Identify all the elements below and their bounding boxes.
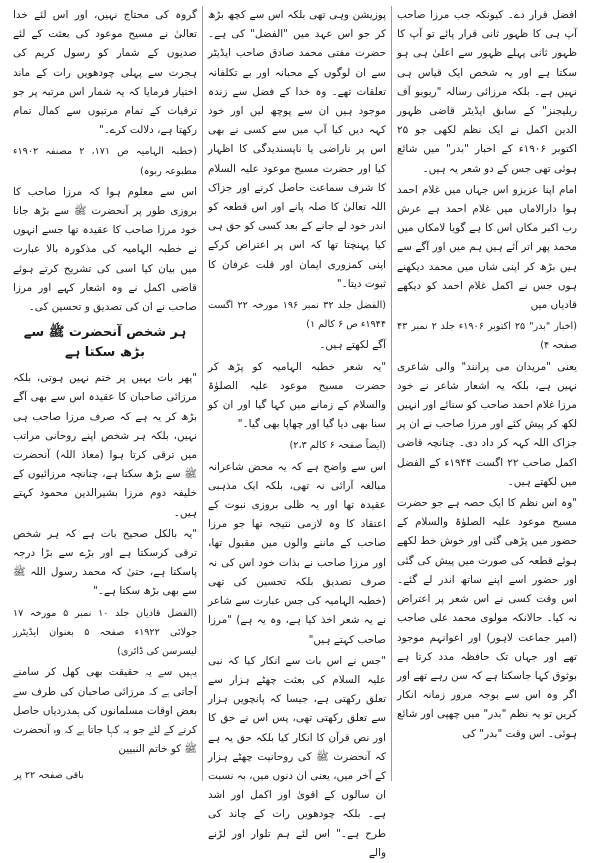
paragraph: آگے لکھتے ہیں۔ xyxy=(319,339,386,352)
continued-note: باقی صفحہ ۲۲ پر xyxy=(14,770,84,781)
paragraph: یعنی "مریدان می پرانند" والی شاعری نہیں ہے، بلکہ یہ اشعار شاعر نے خود مرزا غلام احمد صاحب کو سنائے اور انہیں لکھ کر پیش کئے اور مرزا صاحب نے ان پر جزاک اللہ کہہ کر داد دی۔ چنانچہ قاضی اکمل صاحب ۲۲ اگست ۱۹۴۴ء کے الفضل میں لکھتے ہیں۔ xyxy=(397,360,577,488)
middle-column xyxy=(202,6,392,859)
paragraph: "یہ بالکل صحیح بات ہے کہ ہر شخص ترقی کرسکتا ہے اور بڑے سے بڑا درجہ پاسکتا ہے، حتیٰ کہ محمد رسول اللہ ﷺ سے بھی بڑھ سکتا ہے۔" xyxy=(13,527,197,598)
citation: (الفضل قادیان جلد ۱۰ نمبر ۵ مورخہ ۱۷ جولائی ۱۹۲۲ء صفحہ ۵ بعنوان ایڈیٹرز لیسرسن کی ڈائری) xyxy=(13,607,197,658)
paragraph: "یہ شعر خطبہ الہامیہ کو پڑھ کر حضرت مسیح موعود علیہ الصلوٰۃ والسلام کے زمانے میں کہا گیا اور ان کو سنا بھی دیا گیا اور چھاپا بھی گیا۔" xyxy=(208,360,386,431)
paragraph: یہیں سے یہ حقیقت بھی کھل کر سامنے آجاتی ہے کہ مرزائی صاحبان کی طرف سے بعض اوقات مسلمانوں کی ہمدردیاں حاصل کرنے کے لئے جو یہ کہا جاتا ہے کہ وہ آنحضرت ﷺ کو خاتم النبیین xyxy=(13,666,197,756)
section-heading: ہر شخص آنحضرت ﷺ سے بڑھ سکتا ہے xyxy=(23,325,187,361)
paragraph: پوزیشن وہی تھی بلکہ اس سے کچھ بڑھ کر جو اس عہد میں "الفضل" کی ہے۔ حضرت مفتی محمد صادق صاحب ایڈیٹر سے ان لوگوں کے محبانہ اور بے تکلفانہ تعلقات تھے۔ وہ خدا کے فضل سے زندہ موجود ہیں ان سے پوچھ لیں اور خود کہہ دیں کیا آپ میں سے کسی نے بھی اس پر ناراضی یا ناپسندیدگی کا اظہار کیا اور حضرت مسیح موعود علیہ السلام کا شرف سماعت حاصل کرنے اور جزاک اللہ تعالیٰ کا صلہ پانے اور اس قطعہ کو اندر خود لے جانے کے بعد کسی کو حق ہی کیا پہنچتا تھا کہ اس پر اعتراض کرکے اپنی کمزوری ایمان اور قلت عرفان کا ثبوت دیتا۔" xyxy=(208,9,386,290)
paragraph: "جس نے اس بات سے انکار کیا کہ نبی علیہ السلام کی بعثت چھٹے ہزار سے تعلق رکھتی ہے، جیسا کہ پانچویں ہزار سے تعلق رکھتی تھی، پس اس نے حق کا اور نص قرآن کا انکار کیا بلکہ حق یہ ہے کہ آنحضرت ﷺ کی روحانیت چھٹے ہزار کے آخر میں، یعنی ان دنوں میں، بہ نسبت ان سالوں کے اقویٰ اور اکمل اور اشد ہے۔ بلکہ چودھویں رات کے چاند کی طرح ہے۔" اس لئے ہم تلوار اور لڑنے والے xyxy=(208,654,386,859)
paragraph: امام اپنا عزیزو اس جہاں میں غلام احمد ہوا دارالاماں میں غلام احمد ہے عرش رب اکبر مکاں اس کا ہے گویا لامکاں میں محمد پھر اتر آئے ہیں ہم میں اور آگے سے ہیں بڑھ کر اپنی شاں میں محمد دیکھنے ہوں جس نے اکمل غلام احمد کو دیکھے قادیاں میں xyxy=(397,183,577,312)
right-column xyxy=(392,6,582,781)
paragraph: اس سے معلوم ہوا کہ مرزا صاحب کا بروزی طور پر آنحضرت ﷺ سے بڑھ جانا خود مرزا صاحب کا عقیدہ تھا جسے انہوں نے خطبہ الہامیہ کی مذکورہ بالا عبارت میں بیان کیا اسی کی تشریح کرتے ہوئے قاضی اکمل نے وہ اشعار کہے اور مرزا صاحب نے ان کی تصدیق و تحسین کی۔ xyxy=(13,185,197,314)
citation: (الفضل جلد ۳۲ نمبر ۱۹۶ مورخہ ۲۲ اگست ۱۹۴۴ء ص ۶ کالم ۱) xyxy=(208,300,386,331)
paragraph: اس سے واضح ہے کہ یہ محض شاعرانہ مبالغہ آرائی نہ تھی، بلکہ ایک مذہبی عقیدہ تھا اور یہ ظلی بروزی نبوت کے اعتقاد کا وہ لازمی نتیجہ تھا جو مرزا صاحب کے ماننے والوں میں مقبول تھا، اور مرزا صاحب نے بذات خود اس کی نہ صرف تصدیق بلکہ تحسین کی تھی (خطبہ الہامیہ کی جس عبارت سے شاعر نے یہ شعر اخذ کیا ہے، وہ یہ ہے) "مرزا صاحب کہتے ہیں" xyxy=(208,460,386,646)
paragraph: "وہ اس نظم کا ایک حصہ ہے جو حضرت مسیح موعود علیہ الصلوٰۃ والسلام کے حضور میں پڑھی گئی اور خوش خط لکھے ہوئے قطعہ کی صورت میں پیش کی گئی اور حضور اسے اپنے ساتھ اندر لے گئے۔ اس وقت کسی نے اس شعر پر اعتراض نہ کیا۔ حالانکہ مولوی محمد علی صاحب (امیر جماعت لاہور) اور اعوانہم موجود تھے اور جہاں تک حافظہ مدد کرتا ہے بوثوق کہا جاسکتا ہے کہ سن رہے تھے اور اگر وہ اس سے بوجہ مرور زمانہ انکار کریں تو یہ نظم "بدر" میں چھپی اور شائع ہوئی۔ اس وقت "بدر" کی xyxy=(397,497,577,740)
citation: (اخبار "بدر" ۲۵ اکتوبر ۱۹۰۶ء جلد ۲ نمبر ۴۳ صفحہ ۴) xyxy=(397,321,577,352)
left-column xyxy=(8,6,202,781)
paragraph: افضل قرار دے۔ کیونکہ جب مرزا صاحب آپ ہی کا ظہور ثانی قرار پائے تو آپ کا ظہور ثانی پہلے ظہور سے اعلیٰ ہی ہو سکتا ہے اور یہ شخص ایک قیاس ہی نہیں ہے۔ بلکہ مرزائی رسالہ "ریویو آف ریلیجنز" کے سابق ایڈیٹر قاضی ظہور الدین اکمل نے ایک نظم لکھی جو ۲۵ اکتوبر ۱۹۰۶ء کے اخبار "بدر" میں شائع ہوئی تھی جس کے دو شعر یہ ہیں۔ xyxy=(397,9,577,175)
citation: (ایضاً صفحہ ۶ کالم ۲،۳) xyxy=(289,440,386,452)
paragraph: "پھر بات یہیں پر ختم نہیں ہوتی، بلکہ مرزائی صاحبان کا عقیدہ اس سے بھی آگے بڑھ کر یہ ہے کہ صرف مرزا صاحب ہی نہیں، بلکہ ہر شخص اپنے روحانی مراتب میں ترقی کرتا ہوا (معاذ اللہ) آنحضرت ﷺ سے بڑھ سکتا ہے، چنانچہ مرزائیوں کے خلیفہ دوم مرزا بشیرالدین محمود کہتے ہیں۔ xyxy=(13,372,197,519)
citation: (خطبہ الہامیہ ص ۱۷۱، ۲ مصنفہ ۱۹۰۲ء مطبوعہ ربوہ) xyxy=(13,146,197,177)
paragraph: گروہ کی محتاج نہیں، اور اس لئے خدا تعالیٰ نے مسیح موعود کی بعثت کے لئے صدیوں کے شمار کو رسول کریم کی ہجرت سے پہلی چودھویں رات کے ماند اختیار فرمایا کہ یہ شمار اس مرتبہ پر جو ترقیات کے تمام مرتبوں سے کمال تمام رکھتا ہے، دلالت کرے۔" xyxy=(13,9,197,137)
